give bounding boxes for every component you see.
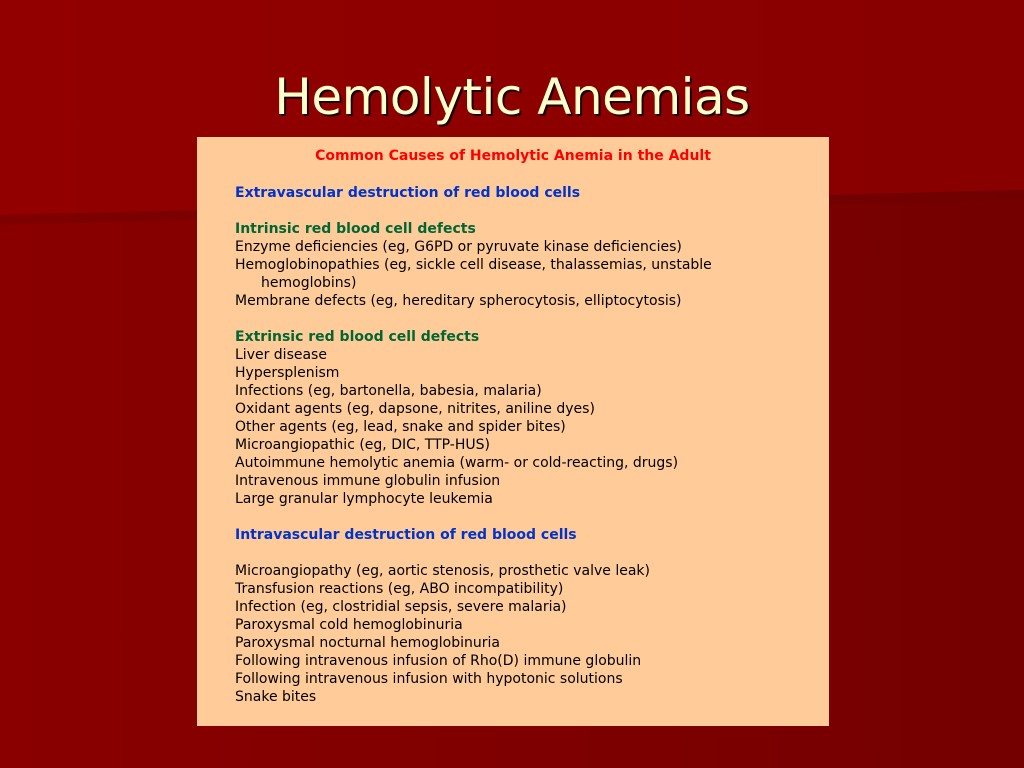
list-item: Infections (eg, bartonella, babesia, malaria): [235, 383, 542, 399]
list-item: Infection (eg, clostridial sepsis, severe malaria): [235, 599, 567, 615]
list-item: Autoimmune hemolytic anemia (warm- or cold-reacting, drugs): [235, 455, 679, 471]
list-item: hemoglobins): [261, 275, 357, 291]
list-item: Large granular lymphocyte leukemia: [235, 491, 493, 507]
list-item: Following intravenous infusion with hypotonic solutions: [235, 671, 623, 687]
list-item: Transfusion reactions (eg, ABO incompatibility): [235, 581, 564, 597]
extravascular-heading: Extravascular destruction of red blood cells: [235, 185, 581, 201]
list-item: Enzyme deficiencies (eg, G6PD or pyruvate kinase deficiencies): [235, 239, 682, 255]
list-item: Hypersplenism: [235, 365, 340, 381]
intravascular-heading: Intravascular destruction of red blood cells: [235, 527, 577, 543]
list-item: Liver disease: [235, 347, 327, 363]
list-item: Other agents (eg, lead, snake and spider bites): [235, 419, 566, 435]
slide-title: Hemolytic Anemias: [274, 68, 750, 126]
list-item: Following intravenous infusion of Rho(D) immune globulin: [235, 653, 642, 669]
intrinsic-heading: Intrinsic red blood cell defects: [235, 221, 476, 237]
list-item: Intravenous immune globulin infusion: [235, 473, 501, 489]
list-item: Hemoglobinopathies (eg, sickle cell disease, thalassemias, unstable: [235, 257, 712, 273]
list-item: Microangiopathic (eg, DIC, TTP-HUS): [235, 437, 490, 453]
list-item: Oxidant agents (eg, dapsone, nitrites, aniline dyes): [235, 401, 595, 417]
list-item: Snake bites: [235, 689, 317, 705]
causes-table: [197, 137, 829, 726]
list-item: Microangiopathy (eg, aortic stenosis, prosthetic valve leak): [235, 563, 650, 579]
list-item: Membrane defects (eg, hereditary spherocytosis, elliptocytosis): [235, 293, 682, 309]
table-heading: Common Causes of Hemolytic Anemia in the Adult: [315, 148, 711, 164]
extrinsic-heading: Extrinsic red blood cell defects: [235, 329, 480, 345]
list-item: Paroxysmal cold hemoglobinuria: [235, 617, 463, 633]
list-item: Paroxysmal nocturnal hemoglobinuria: [235, 635, 500, 651]
